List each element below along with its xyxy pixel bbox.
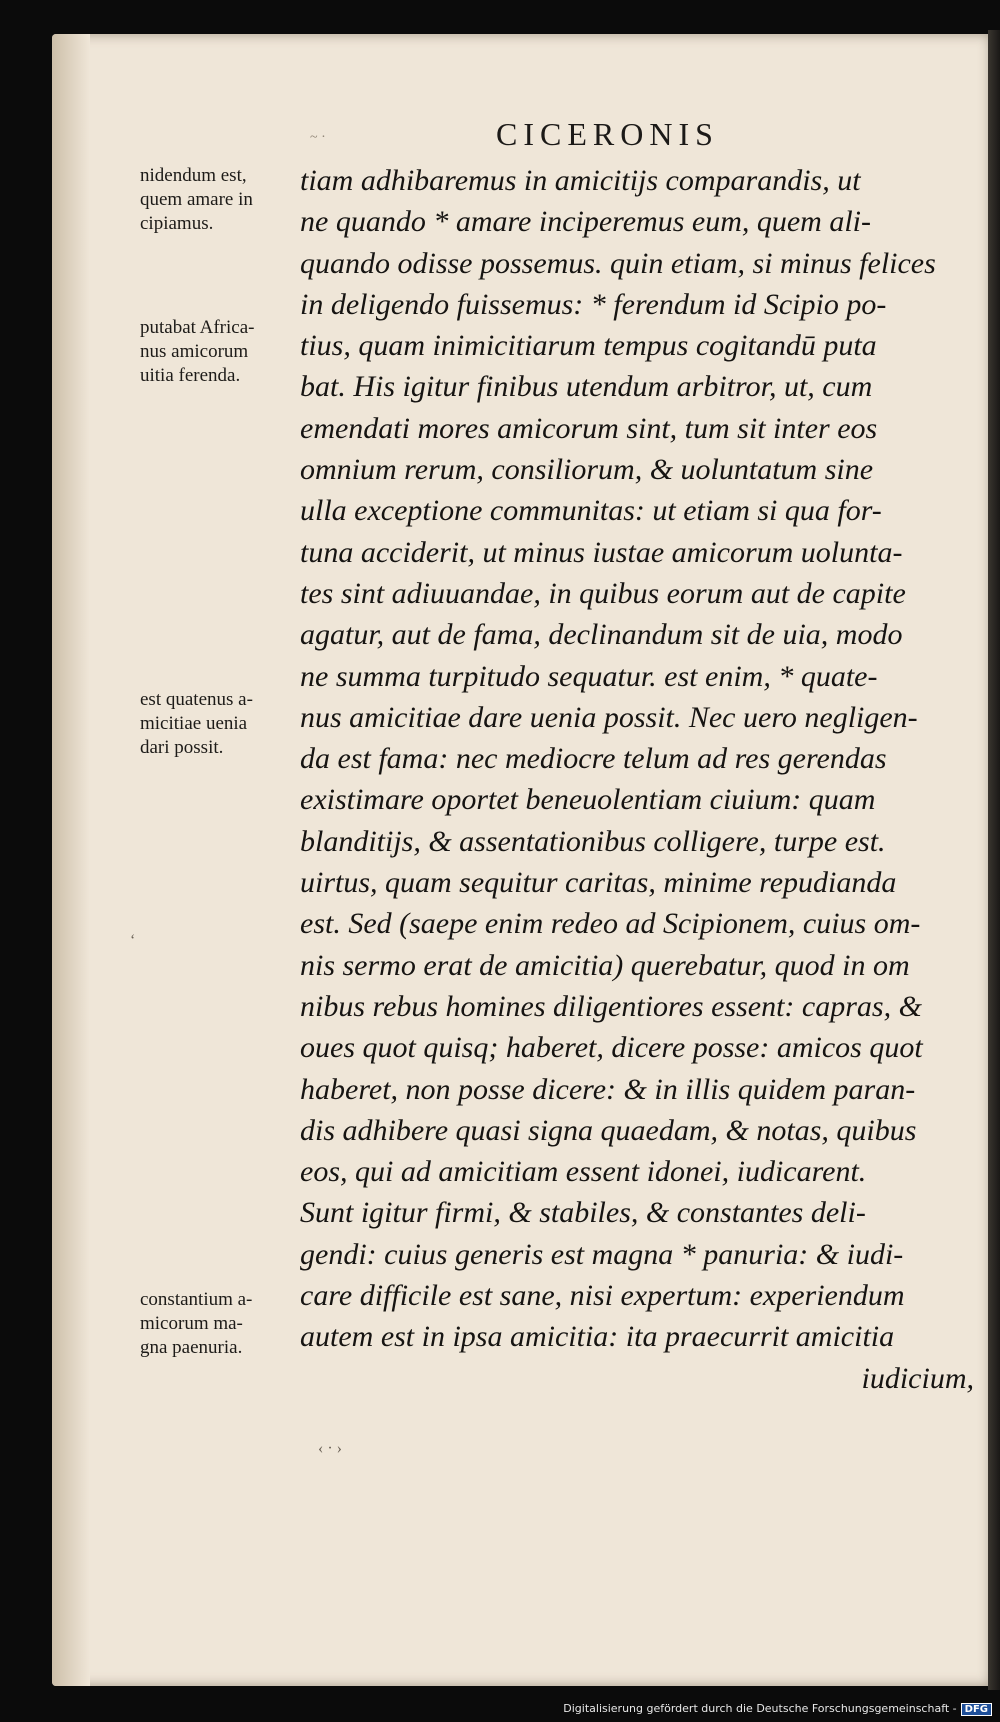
marginal-note-line: cipiamus. — [140, 213, 214, 234]
body-text — [300, 160, 980, 1399]
text-line: ne summa turpitudo sequatur. est enim, * quate- — [300, 659, 878, 693]
text-line: existimare oportet beneuolentiam ciuium: quam — [300, 783, 876, 817]
text-line: blanditijs, & assentationibus colligere, turpe est. — [300, 824, 886, 858]
marginal-note-4 — [140, 1288, 310, 1360]
text-line: ulla exceptione communitas: ut etiam si qua for- — [300, 494, 882, 528]
marginal-note-line: micitiae uenia — [140, 713, 248, 734]
stray-mark: ‹ · › — [318, 1440, 342, 1457]
stray-mark: ~ · — [310, 130, 326, 145]
text-line: dis adhibere quasi signa quaedam, & notas, quibus — [300, 1113, 917, 1147]
text-line: da est fama: nec mediocre telum ad res gerendas — [300, 742, 887, 776]
marginal-note-line: putabat Africa- — [140, 317, 255, 338]
text-line: bat. His igitur finibus utendum arbitror, ut, cum — [300, 370, 873, 404]
text-line: agatur, aut de fama, declinandum sit de uia, modo — [300, 618, 903, 652]
marginal-note-line: nidendum est, — [140, 165, 247, 186]
text-line: nis sermo erat de amicitia) querebatur, quod in om — [300, 948, 910, 982]
stray-mark: ʻ — [130, 932, 136, 949]
marginal-note-3 — [140, 688, 310, 760]
text-line: tiam adhibaremus in amicitijs comparandis, ut — [300, 164, 861, 197]
marginal-note-2 — [140, 316, 310, 388]
marginal-note-line: quem amare in — [140, 189, 253, 210]
text-line: omnium rerum, consiliorum, & uoluntatum sine — [300, 453, 874, 487]
text-line: Sunt igitur firmi, & stabiles, & constantes deli- — [300, 1196, 866, 1230]
text-line: oues quot quisq; haberet, dicere posse: amicos quot — [300, 1031, 923, 1065]
text-line: care difficile est sane, nisi expertum: experiendum — [300, 1279, 905, 1313]
text-line: in deligendo fuissemus: * ferendum id Scipio po- — [300, 287, 887, 321]
text-line: ne quando * amare inciperemus eum, quem ali- — [300, 205, 871, 239]
footer-text: Digitalisierung gefördert durch die Deutsche Forschungsgemeinschaft - — [563, 1702, 957, 1715]
text-line: nibus rebus homines diligentiores essent: capras, & — [300, 989, 922, 1023]
text-line: autem est in ipsa amicitia: ita praecurrit amicitia — [300, 1320, 895, 1354]
marginal-note-line: micorum ma- — [140, 1313, 243, 1334]
text-line: emendati mores amicorum sint, tum sit inter eos — [300, 411, 878, 445]
digitization-footer — [0, 1702, 992, 1716]
marginal-note-line: gna paenuria. — [140, 1337, 243, 1358]
book-edge — [988, 30, 1000, 1690]
dfg-logo: DFG — [961, 1703, 992, 1716]
text-line: quando odisse possemus. quin etiam, si minus felices — [300, 246, 936, 280]
text-line: tuna acciderit, ut minus iustae amicorum uolunta- — [300, 535, 903, 569]
catchword: iudicium, — [861, 1361, 974, 1395]
marginal-note-line: nus amicorum — [140, 341, 249, 362]
page-gutter — [52, 34, 90, 1686]
marginal-note-1 — [140, 164, 310, 236]
text-line: est. Sed (saepe enim redeo ad Scipionem, cuius om- — [300, 907, 921, 941]
running-head: CICERONIS — [496, 116, 719, 152]
marginal-note-line: constantium a- — [140, 1289, 253, 1310]
text-line: tes sint adiuuandae, in quibus eorum aut de capite — [300, 576, 906, 610]
text-line: gendi: cuius generis est magna * panuria: & iudi- — [300, 1237, 904, 1271]
text-line: uirtus, quam sequitur caritas, minime repudianda — [300, 866, 897, 900]
marginal-note-line: est quatenus a- — [140, 689, 253, 710]
text-line: nus amicitiae dare uenia possit. Nec uero negligen- — [300, 700, 918, 734]
text-line: haberet, non posse dicere: & in illis quidem paran- — [300, 1072, 916, 1106]
marginal-note-line: dari possit. — [140, 737, 224, 758]
text-line: tius, quam inimicitiarum tempus cogitandū puta — [300, 329, 877, 363]
marginal-note-line: uitia ferenda. — [140, 365, 241, 386]
text-line: eos, qui ad amicitiam essent idonei, iudicarent. — [300, 1155, 867, 1189]
